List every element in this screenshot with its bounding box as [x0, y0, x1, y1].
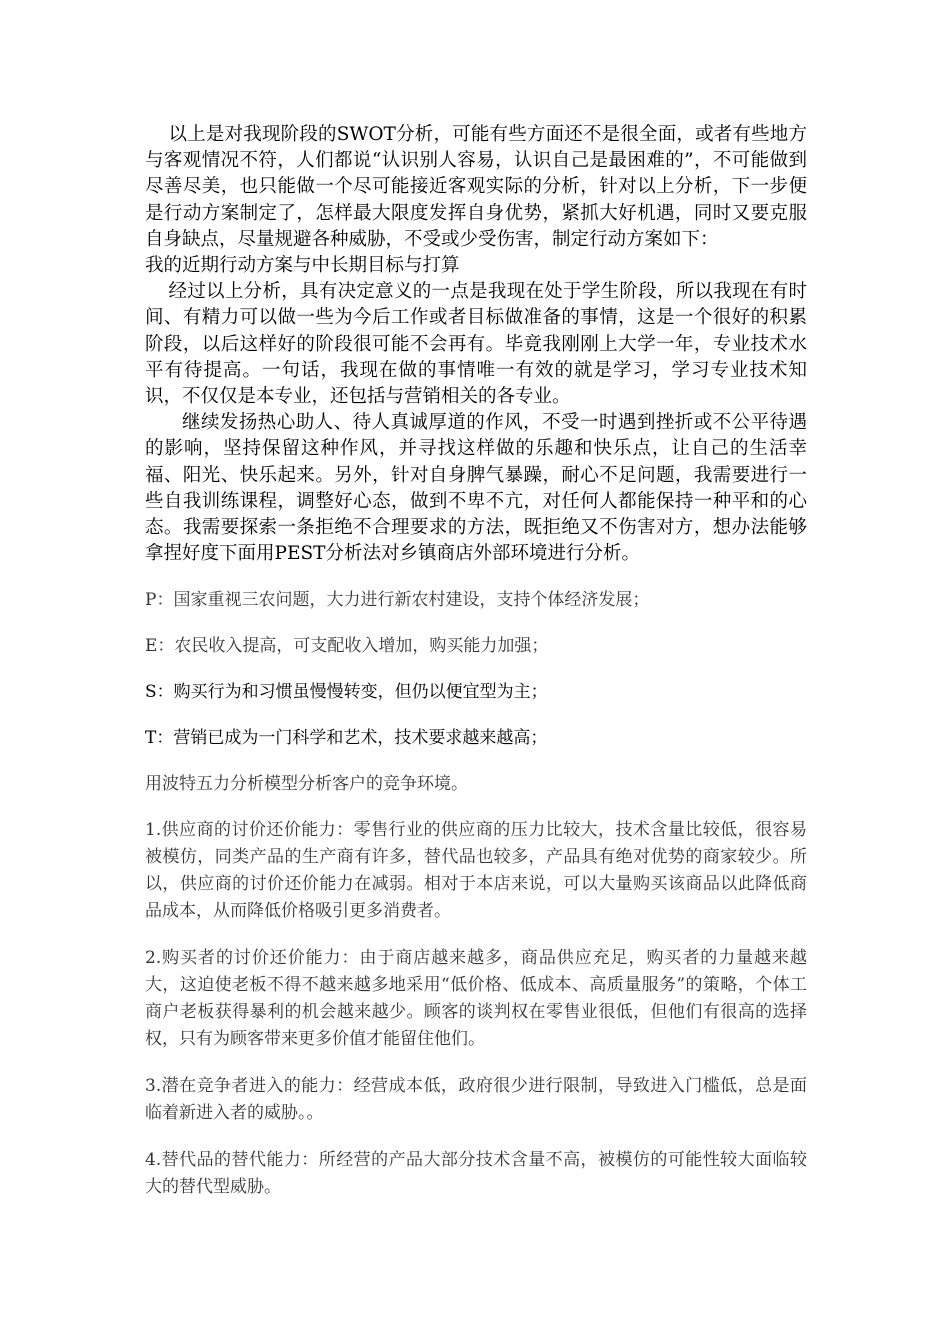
document-page: [145, 122, 807, 1201]
study-plan-paragraph: 经过以上分析，具有决定意义的一点是我现在处于学生阶段，所以我现在有时间、有精力可以做一些为今后工作或者目标做准备的事情，这是一个很好的积累阶段，以后这样好的阶段很可能不会再有。毕竟我刚刚上大学一年，专业技术水平有待提高。一句话，我现在做的事情唯一有效的就是学习，学习专业技术知识，不仅仅是本专业，还包括与营销相关的各专业。: [145, 281, 807, 408]
pest-economic: E：农民收入提高，可支配收入增加，购买能力加强；: [145, 636, 549, 657]
porter-buyer-power: 2.购买者的讨价还价能力：由于商店越来越多，商品供应充足，购买者的力量越来越大，这迫使老板不得不越来越多地采用“低价格、低成本、高质量服务”的策略，个体工商户老板获得暴利的机会越来越少。顾客的谈判权在零售业很低，但他们有很高的选择权，只有为顾客带来更多价值才能留住他们。: [145, 948, 807, 1050]
action-plan-heading: 我的近期行动方案与中长期目标与打算: [145, 255, 460, 277]
swot-summary-paragraph: 以上是对我现阶段的SWOT分析，可能有些方面还不是很全面，或者有些地方与客观情况不符，人们都说“认识别人容易，认识自己是最困难的”，不可能做到尽善尽美，也只能做一个尽可能接近客观实际的分析，针对以上分析，下一步便是行动方案制定了，怎样最大限度发挥自身优势，紧抓大好机遇，同时又要克服自身缺点，尽量规避各种威胁，不受或少受伤害，制定行动方案如下：: [145, 124, 807, 250]
pest-technological: T：营销已成为一门科学和艺术，技术要求越来越高；: [145, 728, 548, 749]
porter-substitutes: 4.替代品的替代能力：所经营的产品大部分技术含量不高，被模仿的可能性较大面临较大的替代型威胁。: [145, 1150, 807, 1198]
porter-new-entrants: 3.潜在竞争者进入的能力：经营成本低，政府很少进行限制，导致进入门槛低，总是面临着新进入者的威胁。。: [145, 1076, 807, 1124]
attitude-paragraph: 继续发扬热心助人、待人真诚厚道的作风，不受一时遇到挫折或不公平待遇的影响，坚持保留这种作风，并寻找这样做的乐趣和快乐点，让自己的生活幸福、阳光、快乐起来。另外，针对自身脾气暴躁，耐心不足问题，我需要进行一些自我训练课程，调整好心态，做到不卑不亢，对任何人都能保持一种平和的心态。我需要探索一条拒绝不合理要求的方法，既拒绝又不伤害对方，想办法能够拿捏好度下面用PEST分析法对乡镇商店外部环境进行分析。: [145, 412, 807, 565]
pest-social: S：购买行为和习惯虽慢慢转变，但仍以便宜型为主；: [145, 682, 548, 703]
porter-intro: 用波特五力分析模型分析客户的竞争环境。: [145, 774, 468, 795]
pest-political: P：国家重视三农问题，大力进行新农村建设，支持个体经济发展；: [145, 590, 650, 611]
porter-supplier-power: 1.供应商的讨价还价能力：零售行业的供应商的压力比较大，技术含量比较低，很容易被模仿，同类产品的生产商有许多，替代品也较多，产品具有绝对优势的商家较少。所以，供应商的讨价还价能力在减弱。相对于本店来说，可以大量购买该商品以此降低商品成本，从而降低价格吸引更多消费者。: [145, 820, 807, 922]
